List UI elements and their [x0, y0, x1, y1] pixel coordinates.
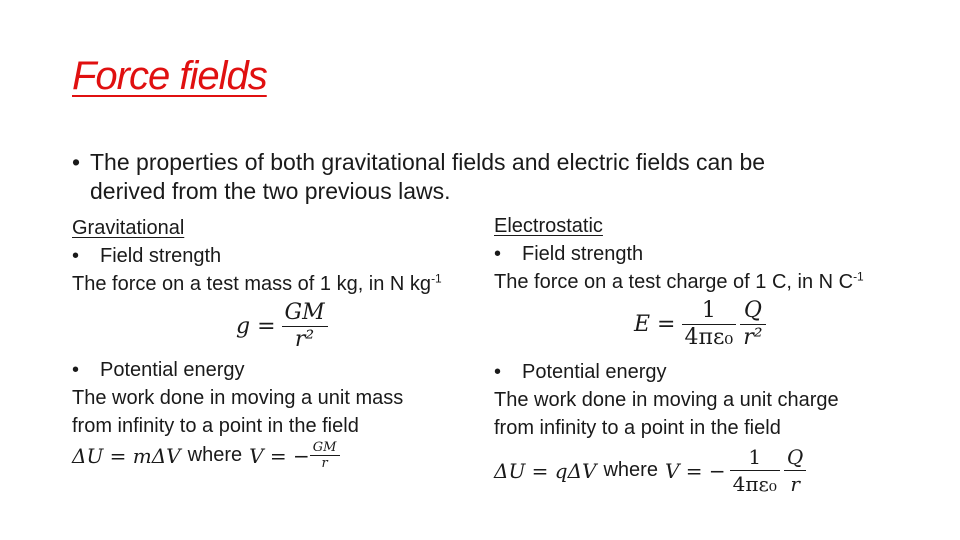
intro-line-2: derived from the two previous laws.	[90, 178, 451, 204]
elec-unit-exponent: -1	[853, 269, 864, 284]
intro-bullet: •	[72, 149, 81, 175]
e-fraction-2	[740, 298, 765, 351]
elec-v-lhs: V = −	[664, 458, 726, 483]
e-denominator-2: r²	[743, 325, 763, 350]
grav-potential-section	[72, 356, 403, 440]
grav-unit-exponent: -1	[431, 271, 442, 286]
e-numerator-1: 1	[682, 298, 737, 325]
grav-v-numerator: GM	[310, 440, 340, 456]
grav-v-lhs: V = −	[249, 443, 310, 468]
elec-v-fraction-1	[730, 444, 780, 497]
elec-potential-section	[494, 358, 839, 442]
elec-pe-eq: ΔU = qΔV	[494, 458, 597, 483]
elec-v-denominator-1: 4πε₀	[732, 472, 777, 496]
grav-field-equation	[236, 300, 328, 353]
elec-field-strength-bullet: • Field strength	[494, 240, 864, 268]
intro-line-1: The properties of both gravitational fields and electric fields can be	[90, 149, 766, 175]
elec-pot-line-1: The work done in moving a unit charge	[494, 389, 839, 411]
elec-v-numerator-1: 1	[730, 444, 780, 471]
elec-potential-bullet: • Potential energy	[494, 358, 839, 386]
elec-potential-equation	[494, 444, 806, 497]
grav-v-fraction	[310, 440, 340, 471]
g-lhs: g =	[236, 314, 276, 339]
g-fraction	[282, 300, 328, 353]
elec-v-numerator-2: Q	[784, 444, 806, 471]
e-numerator-2: Q	[740, 298, 765, 325]
e-fraction-1	[682, 298, 737, 351]
grav-potential-equation	[72, 440, 340, 471]
e-denominator-1: 4πε₀	[684, 325, 734, 350]
elec-pot-line-2: from infinity to a point in the field	[494, 417, 781, 439]
gravitational-column	[72, 214, 442, 298]
grav-where: where	[187, 444, 243, 466]
slide-title: Force fields	[72, 54, 267, 98]
electrostatic-column	[494, 212, 864, 296]
elec-where: where	[603, 459, 658, 481]
g-denominator: r²	[294, 327, 315, 352]
elec-field-equation	[634, 298, 766, 351]
intro-paragraph	[72, 148, 892, 206]
electrostatic-heading: Electrostatic	[494, 215, 603, 237]
gravitational-heading: Gravitational	[72, 217, 185, 239]
grav-field-strength-bullet: • Field strength	[72, 242, 442, 270]
grav-potential-bullet: • Potential energy	[72, 356, 403, 384]
grav-pot-line-1: The work done in moving a unit mass	[72, 387, 404, 409]
grav-pe-eq: ΔU = mΔV	[72, 443, 181, 468]
elec-field-description: The force on a test charge of 1 C, in N $C^{-1}$	[494, 269, 864, 293]
elec-v-denominator-2: r	[790, 472, 800, 496]
elec-v-fraction-2	[784, 444, 806, 497]
grav-v-denominator: r	[321, 456, 328, 471]
grav-pot-line-2: from infinity to a point in the field	[72, 415, 359, 437]
g-numerator: GM	[282, 300, 328, 327]
grav-field-description: The force on a test mass of 1 kg, in N $kg^{-1}$	[72, 271, 442, 295]
e-lhs: E =	[634, 312, 676, 337]
